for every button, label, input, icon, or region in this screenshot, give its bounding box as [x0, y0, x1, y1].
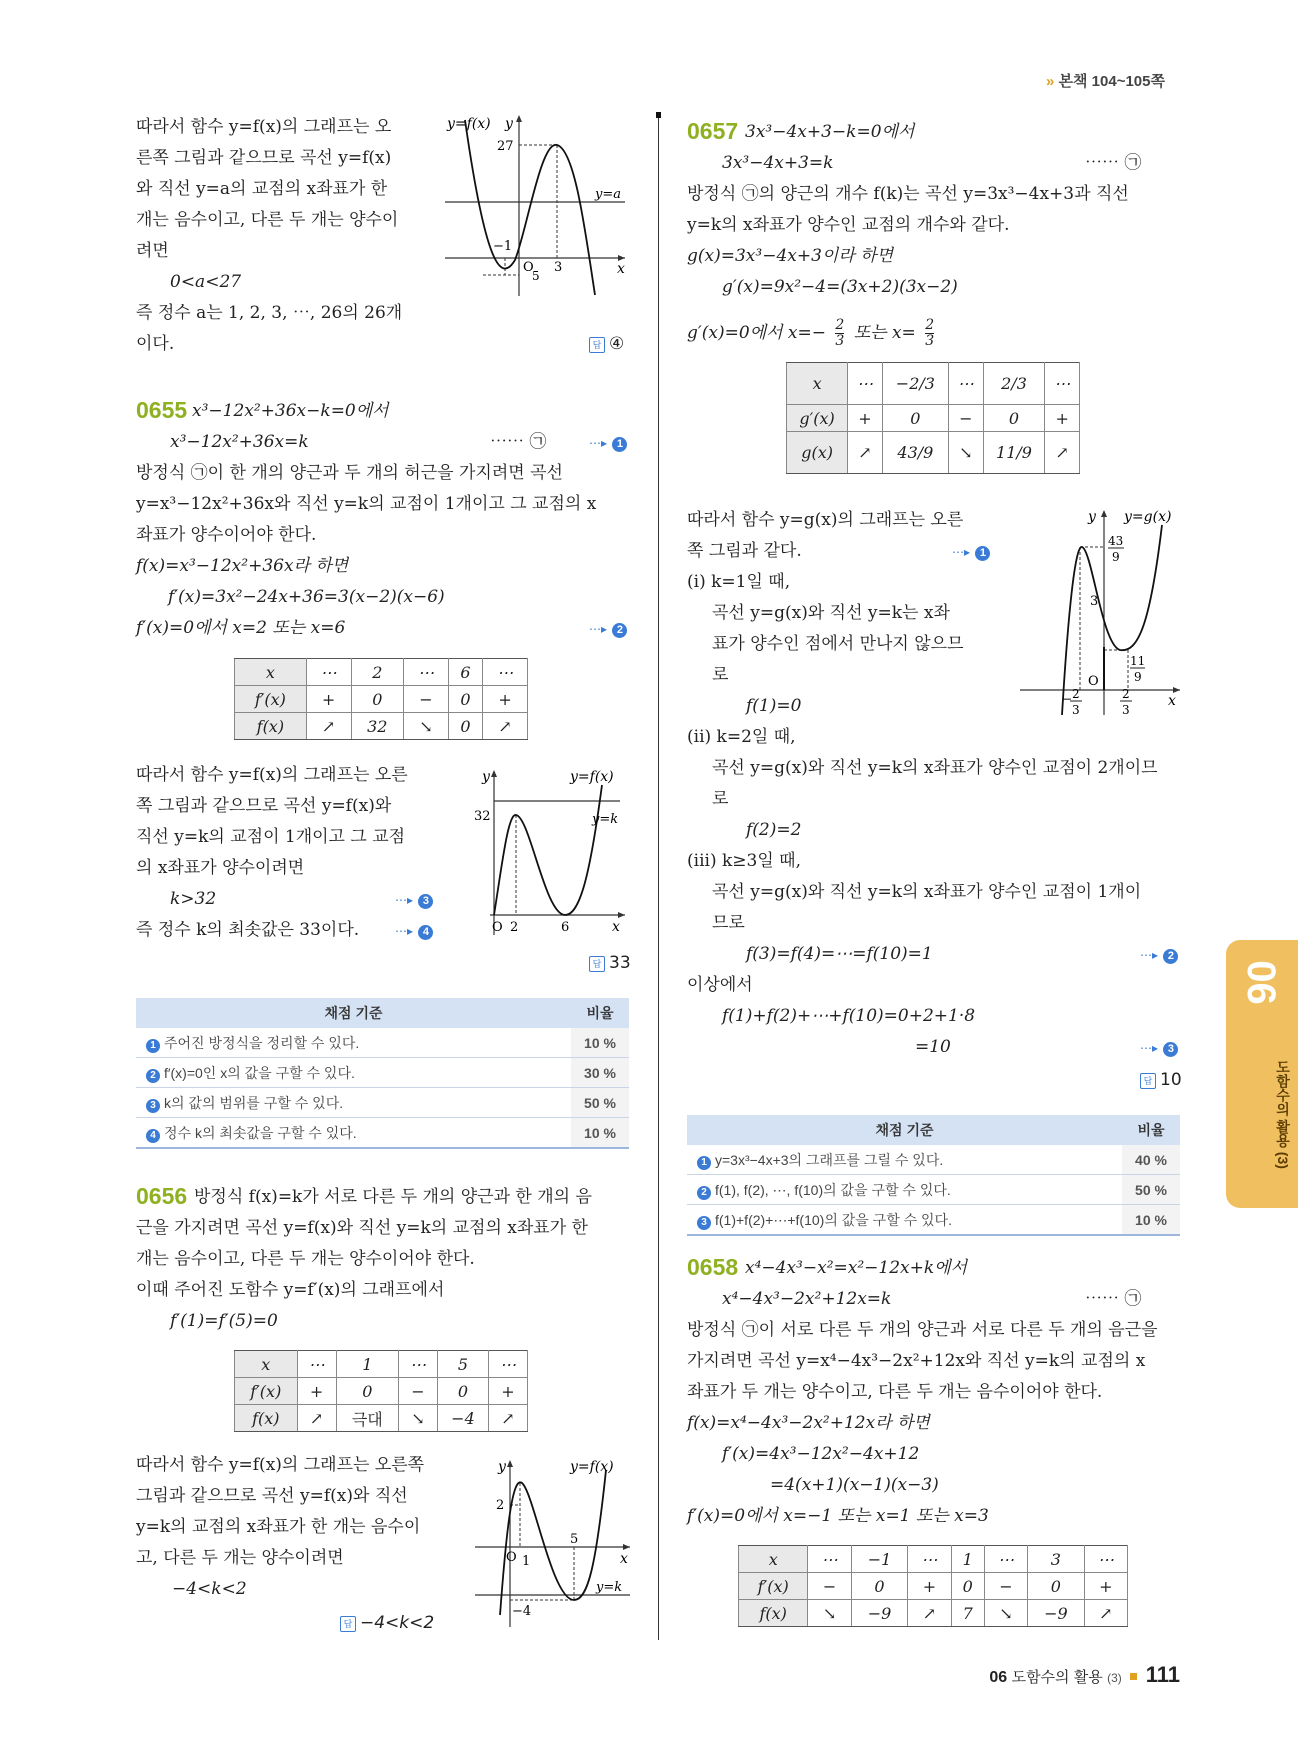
table-cell: + [297, 1378, 336, 1405]
ratio-cell: 10 % [1122, 1205, 1180, 1236]
page-ref-text: 본책 104~105쪽 [1058, 73, 1165, 90]
table-cell: −9 [1028, 1600, 1084, 1627]
origin-label: O [506, 1550, 517, 1565]
tick-label: 2 [510, 920, 519, 935]
scoring-table [136, 998, 629, 1149]
text-line: 따라서 함수 y=g(x)의 그래프는 오른 [687, 510, 964, 530]
table-cell: ↗ [306, 713, 351, 740]
header-cell: 채점 기준 [687, 1115, 1122, 1145]
tick-label: − [1062, 692, 1073, 706]
answer-value: −4<k<2 [360, 1613, 435, 1633]
table-cell: 1 [951, 1546, 984, 1573]
answer-icon: 답 [589, 956, 605, 972]
math-line: f(1)+f(2)+⋯+f(10)=0+2+1·8 [722, 1006, 976, 1026]
answer [589, 334, 624, 354]
table-cell: 0 [1028, 1573, 1084, 1600]
table-cell: + [1045, 405, 1080, 432]
header-cell: 비율 [571, 998, 629, 1028]
math-line: f(3)=f(4)=⋯=f(10)=1 [746, 944, 933, 964]
ratio-cell: 40 % [1122, 1145, 1180, 1175]
text-line: 이때 주어진 도함수 y=f′(x)의 그래프에서 [136, 1280, 445, 1300]
table-cell: + [1084, 1573, 1127, 1600]
page-number: 111 [1145, 1662, 1180, 1687]
text-line: 방정식 ㉠이 서로 다른 두 개의 양근과 서로 다른 두 개의 음근을 [687, 1320, 1158, 1340]
text-line: 고, 다른 두 개는 양수이려면 [136, 1548, 344, 1568]
answer [1140, 1070, 1182, 1090]
table-cell: − [949, 405, 983, 432]
math-line: 3x³−4x+3−k=0에서 [745, 122, 915, 142]
graph-cubic-g [1020, 505, 1185, 720]
table-cell: ⋯ [949, 363, 983, 405]
axis-label: y [1088, 509, 1096, 525]
table-cell: 11/9 [983, 432, 1045, 474]
table-cell: 0 [851, 1573, 907, 1600]
page-reference [1046, 70, 1165, 91]
math-line: k>32 [170, 889, 217, 909]
table-cell: 0 [951, 1573, 984, 1600]
table-cell: ↗ [483, 713, 528, 740]
text-line: 쪽 그림과 같다. [687, 541, 802, 561]
tick-label: 3 [1122, 703, 1130, 717]
text-line: 개는 음수이고, 다른 두 개는 양수이 [136, 210, 399, 230]
footer-square-icon [1130, 1673, 1137, 1680]
math-line: f(x)=x⁴−4x³−2x²+12x라 하면 [687, 1413, 930, 1433]
text-line: 로 [712, 665, 729, 685]
table-cell: ↗ [297, 1405, 336, 1432]
table-cell: ⋯ [1084, 1546, 1127, 1573]
variation-table [738, 1545, 1128, 1627]
text-line: 즉 정수 a는 1, 2, 3, ⋯, 26의 26개 [136, 303, 403, 323]
header-cell: 채점 기준 [136, 998, 571, 1028]
table-cell: ⋯ [398, 1351, 437, 1378]
table-cell: f(x) [739, 1600, 808, 1627]
text-fragment: 또는 x= [853, 323, 916, 343]
table-cell: 32 [351, 713, 404, 740]
criteria-cell: 2 f′(x)=0인 x의 값을 구할 수 있다. [136, 1058, 571, 1088]
graph-cubic-c [470, 1455, 635, 1630]
ratio-cell: 50 % [1122, 1175, 1180, 1205]
origin-label: O [1088, 674, 1099, 689]
table-cell: f′(x) [235, 1378, 298, 1405]
step-marker: ⋯▸ 2 [1140, 944, 1178, 965]
table-cell: ↘ [949, 432, 983, 474]
text-line: 와 직선 y=a의 교점의 x좌표가 한 [136, 179, 388, 199]
step-marker: ⋯▸ 3 [395, 889, 433, 910]
ratio-cell: 30 % [571, 1058, 629, 1088]
text-line: 려면 [136, 241, 169, 261]
axis-label: x [612, 919, 620, 935]
table-cell: 6 [448, 659, 482, 686]
table-cell: + [306, 686, 351, 713]
math-line: f(1)=0 [746, 696, 802, 716]
step-marker: ⋯▸ 3 [1140, 1037, 1178, 1058]
table-cell: f′(x) [739, 1573, 808, 1600]
text-line: 므로 [712, 913, 745, 933]
text-line: 이다. [136, 334, 175, 354]
variation-table [786, 362, 1080, 474]
text-line: 방정식 ㉠이 한 개의 양근과 두 개의 허근을 가지려면 곡선 [136, 463, 563, 483]
answer-value: 33 [609, 953, 631, 973]
table-cell: ↗ [488, 1405, 527, 1432]
ratio-cell: 50 % [571, 1088, 629, 1118]
answer [340, 1613, 434, 1633]
text-line: 른쪽 그림과 같으므로 곡선 y=f(x) [136, 148, 392, 168]
tick-label: 6 [561, 920, 570, 935]
text-line: 곡선 y=g(x)와 직선 y=k는 x좌 [712, 603, 950, 623]
column-divider [658, 115, 659, 1640]
chapter-tab-label: 도함수의 활용 (3) [1275, 1060, 1291, 1169]
criteria-cell: 1 주어진 방정식을 정리할 수 있다. [136, 1028, 571, 1058]
table-cell: − [404, 686, 449, 713]
table-cell: 0 [882, 405, 948, 432]
step-marker: ⋯▸ 2 [589, 618, 627, 639]
tick-label: 5 [532, 269, 540, 283]
problem-number: 0658 [687, 1254, 739, 1280]
table-cell: 0 [351, 686, 404, 713]
table-cell: −4 [438, 1405, 489, 1432]
table-cell: 2/3 [983, 363, 1045, 405]
graph-cubic-b [470, 765, 630, 937]
math-line: −4<k<2 [172, 1579, 247, 1599]
table-cell: 3 [1028, 1546, 1084, 1573]
tick-label: 11 [1130, 654, 1146, 668]
table-cell: f′(x) [235, 686, 307, 713]
frac-num: 2 [835, 317, 845, 333]
chapter-tab-number: 06 [1238, 960, 1283, 1005]
line-label: y=a [595, 187, 621, 202]
tick-label: 27 [497, 139, 514, 154]
table-cell: ↗ [1084, 1600, 1127, 1627]
table-cell: ⋯ [848, 363, 882, 405]
footer-title: 도함수의 활용 [1011, 1669, 1103, 1686]
math-line: g′(x)=9x²−4=(3x+2)(3x−2) [722, 277, 958, 297]
math-line: f′(x)=0에서 x=−1 또는 x=1 또는 x=3 [687, 1506, 989, 1526]
table-cell: ⋯ [808, 1546, 851, 1573]
table-cell: + [483, 686, 528, 713]
table-cell: ↘ [984, 1600, 1027, 1627]
table-cell: + [488, 1378, 527, 1405]
equation-tag: ⋯⋯ ㉠ [1085, 153, 1142, 173]
text-line: 직선 y=k의 교점이 1개이고 그 교점 [136, 827, 406, 847]
text-line: 좌표가 두 개는 양수이고, 다른 두 개는 음수이어야 한다. [687, 1382, 1103, 1402]
variation-table [234, 1350, 528, 1432]
axis-label: x [1168, 693, 1176, 709]
line-label: y=k [592, 812, 619, 827]
table-cell: 0 [336, 1378, 398, 1405]
line-label: y=k [596, 1580, 623, 1595]
table-cell: x [235, 659, 307, 686]
equation-tag: ⋯⋯ ㉠ [1085, 1289, 1142, 1309]
math-line: g(x)=3x³−4x+3이라 하면 [687, 246, 893, 266]
step-marker: ⋯▸ 1 [952, 541, 990, 562]
text-line: 표가 양수인 점에서 만나지 않으므 [712, 634, 964, 654]
table-cell: − [808, 1573, 851, 1600]
table-cell: − [398, 1378, 437, 1405]
text-line: 개는 음수이고, 다른 두 개는 양수이어야 한다. [136, 1249, 475, 1269]
graph-label: y=f(x) [570, 1459, 614, 1475]
math-line: 0<a<27 [170, 272, 242, 292]
table-cell: + [848, 405, 882, 432]
table-cell: − [984, 1573, 1027, 1600]
frac-den: 3 [925, 333, 935, 349]
table-cell: ↘ [398, 1405, 437, 1432]
table-cell: 0 [438, 1378, 489, 1405]
tick-label: 9 [1112, 550, 1120, 564]
criteria-cell: 3 k의 값의 범위를 구할 수 있다. [136, 1088, 571, 1118]
text-line: 이상에서 [687, 975, 753, 995]
text-line: y=x³−12x²+36x와 직선 y=k의 교점이 1개이고 그 교점의 x [136, 494, 597, 514]
text-line: 쪽 그림과 같으므로 곡선 y=f(x)와 [136, 796, 392, 816]
graph-cubic-a [445, 110, 630, 300]
axis-label: x [617, 261, 625, 277]
table-cell: −1 [851, 1546, 907, 1573]
text-line: 곡선 y=g(x)와 직선 y=k의 x좌표가 양수인 교점이 1개이 [712, 882, 1142, 902]
origin-label: O [523, 260, 534, 275]
tick-label: −4 [512, 1604, 532, 1619]
text-line: 좌표가 양수이어야 한다. [136, 525, 317, 545]
axis-label: y [505, 116, 513, 132]
answer-value: 10 [1160, 1070, 1182, 1090]
frac-den: 3 [835, 333, 845, 349]
table-cell: f(x) [235, 1405, 298, 1432]
math-line: x³−12x²+36x=k [170, 432, 309, 452]
table-cell: ⋯ [297, 1351, 336, 1378]
text-line: y=k의 x좌표가 양수인 교점의 개수와 같다. [687, 215, 1010, 235]
table-cell: 43/9 [882, 432, 948, 474]
graph-label: y=g(x) [1124, 509, 1172, 525]
tick-label: 2 [1072, 687, 1080, 701]
math-line: f′(x)=4x³−12x²−4x+12 [722, 1444, 920, 1464]
variation-table [234, 658, 528, 740]
table-cell: ⋯ [404, 659, 449, 686]
table-cell: ⋯ [483, 659, 528, 686]
step-marker: ⋯▸ 1 [589, 432, 627, 453]
text-line: 따라서 함수 y=f(x)의 그래프는 오른 [136, 765, 408, 785]
text-line: 가지려면 곡선 y=x⁴−4x³−2x²+12x와 직선 y=k의 교점의 x [687, 1351, 1146, 1371]
math-line: x⁴−4x³−2x²+12x=k [722, 1289, 892, 1309]
text-line: (ii) k=2일 때, [687, 727, 796, 747]
math-line [687, 318, 938, 349]
table-cell: 1 [336, 1351, 398, 1378]
text-line: 방정식 f(x)=k가 서로 다른 두 개의 양근과 한 개의 음 [194, 1187, 592, 1207]
tick-label: 43 [1108, 534, 1124, 548]
table-cell: f(x) [235, 713, 307, 740]
graph-label: y=f(x) [447, 116, 491, 132]
answer-icon: 답 [340, 1616, 356, 1632]
axis-label: y [482, 769, 490, 785]
table-cell: 7 [951, 1600, 984, 1627]
table-cell: 2 [351, 659, 404, 686]
criteria-cell: 3 f(1)+f(2)+⋯+f(10)의 값을 구할 수 있다. [687, 1205, 1122, 1236]
math-line: x⁴−4x³−x²=x²−12x+k에서 [745, 1258, 968, 1278]
text-line: 그림과 같으므로 곡선 y=f(x)와 직선 [136, 1486, 408, 1506]
math-line: =4(x+1)(x−1)(x−3) [770, 1475, 939, 1495]
footer-chapter: 06 [989, 1669, 1008, 1686]
table-cell: 극대 [336, 1405, 398, 1432]
tick-label: 1 [522, 1554, 531, 1569]
problem-number: 0656 [136, 1183, 188, 1209]
problem-number: 0657 [687, 118, 739, 144]
table-cell: 0 [448, 713, 482, 740]
tick-label: 3 [1072, 703, 1080, 717]
tick-label: 2 [496, 1498, 505, 1513]
divider-mark [656, 112, 661, 118]
table-cell: ↘ [808, 1600, 851, 1627]
text-line: 즉 정수 k의 최솟값은 33이다. [136, 920, 360, 940]
ratio-cell: 10 % [571, 1028, 629, 1058]
answer-value: ④ [609, 334, 625, 354]
text-line: 방정식 ㉠의 양근의 개수 f(k)는 곡선 y=3x³−4x+3과 직선 [687, 184, 1129, 204]
tick-label: −1 [493, 239, 513, 254]
table-cell: ⋯ [908, 1546, 951, 1573]
text-line: (i) k=1일 때, [687, 572, 791, 592]
table-cell: ⋯ [1045, 363, 1080, 405]
table-cell: 0 [983, 405, 1045, 432]
table-cell: ↘ [404, 713, 449, 740]
table-cell: −9 [851, 1600, 907, 1627]
table-cell: ⋯ [488, 1351, 527, 1378]
table-cell: x [235, 1351, 298, 1378]
math-line: f′(1)=f′(5)=0 [170, 1311, 278, 1331]
text-line: 로 [712, 789, 729, 809]
text-line: y=k의 교점의 x좌표가 한 개는 음수이 [136, 1517, 421, 1537]
tick-label: 2 [1122, 687, 1130, 701]
criteria-cell: 1 y=3x³−4x+3의 그래프를 그릴 수 있다. [687, 1145, 1122, 1175]
math-line: 3x³−4x+3=k [722, 153, 834, 173]
table-cell: ↗ [1045, 432, 1080, 474]
tick-label: 3 [554, 260, 563, 275]
tick-label: 9 [1134, 670, 1142, 684]
header-cell: 비율 [1122, 1115, 1180, 1145]
table-cell: g′(x) [787, 405, 848, 432]
table-cell: x [787, 363, 848, 405]
math-line: f(2)=2 [746, 820, 802, 840]
text-line: 근을 가지려면 곡선 y=f(x)와 직선 y=k의 교점의 x좌표가 한 [136, 1218, 588, 1238]
equation-tag: ⋯⋯ ㉠ [490, 432, 547, 452]
table-cell: g(x) [787, 432, 848, 474]
math-line: f(x)=x³−12x²+36x라 하면 [136, 556, 349, 576]
answer [589, 953, 631, 973]
axis-label: y [498, 1459, 506, 1475]
math-line: f′(x)=3x²−24x+36=3(x−2)(x−6) [168, 587, 445, 607]
ratio-cell: 10 % [571, 1118, 629, 1149]
tick-label: 32 [474, 809, 491, 824]
table-cell: ⋯ [984, 1546, 1027, 1573]
tick-label: 5 [570, 1532, 579, 1547]
math-line: =10 [915, 1037, 951, 1057]
origin-label: O [492, 920, 503, 935]
text-line: 의 x좌표가 양수이려면 [136, 858, 305, 878]
table-cell: ⋯ [306, 659, 351, 686]
answer-icon: 답 [1140, 1073, 1156, 1089]
scoring-table [687, 1115, 1180, 1236]
text-line: 곡선 y=g(x)와 직선 y=k의 x좌표가 양수인 교점이 2개이므 [712, 758, 1158, 778]
text-fragment: g′(x)=0에서 x=− [687, 323, 826, 343]
math-line: f′(x)=0에서 x=2 또는 x=6 [136, 618, 346, 638]
axis-label: x [620, 1551, 628, 1567]
table-cell: + [908, 1573, 951, 1600]
text-line: 따라서 함수 y=f(x)의 그래프는 오른쪽 [136, 1455, 425, 1475]
table-cell: 0 [448, 686, 482, 713]
criteria-cell: 4 정수 k의 최솟값을 구할 수 있다. [136, 1118, 571, 1149]
tick-label: 3 [1090, 594, 1099, 609]
answer-icon: 답 [589, 337, 605, 353]
criteria-cell: 2 f(1), f(2), ⋯, f(10)의 값을 구할 수 있다. [687, 1175, 1122, 1205]
page-footer [989, 1662, 1180, 1688]
frac-num: 2 [925, 317, 935, 333]
problem-number: 0655 [136, 397, 188, 423]
graph-label: y=f(x) [570, 769, 614, 785]
math-line: x³−12x²+36x−k=0에서 [192, 401, 389, 421]
table-cell: x [739, 1546, 808, 1573]
chevron-icon: » [1046, 73, 1055, 90]
text-line: (iii) k≥3일 때, [687, 851, 801, 871]
table-cell: ↗ [848, 432, 882, 474]
text-line: 따라서 함수 y=f(x)의 그래프는 오 [136, 117, 392, 137]
table-cell: 5 [438, 1351, 489, 1378]
table-cell: −2/3 [882, 363, 948, 405]
footer-sub: (3) [1107, 1671, 1122, 1685]
step-marker: ⋯▸ 4 [395, 920, 433, 941]
table-cell: ↗ [908, 1600, 951, 1627]
